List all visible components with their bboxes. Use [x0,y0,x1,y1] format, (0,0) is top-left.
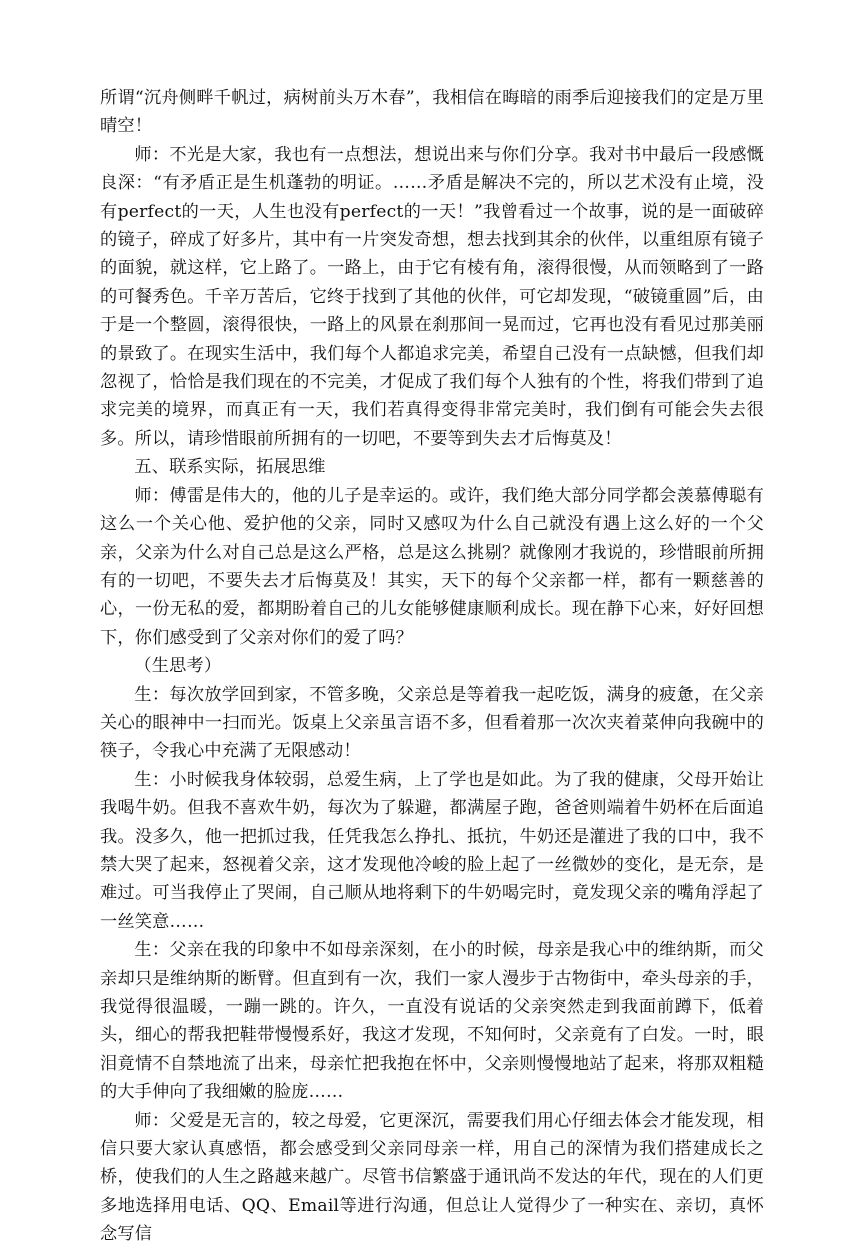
paragraph-7: 生：小时候我身体较弱，总爱生病，上了学也是如此。为了我的健康，父母开始让我喝牛奶。但我不喜欢牛奶，每次为了躲避，都满屋子跑，爸爸则端着牛奶杯在后面追我。没多久，他一把抓过我，任凭我怎么挣扎、抵抗，牛奶还是灌进了我的口中，我不禁大哭了起来，怒视着父亲，这才发现他冷峻的脸上起了一丝微妙的变化，是无奈，是难过。可当我停止了哭闹，自己顺从地将剩下的牛奶喝完时，竟发现父亲的嘴角浮起了一丝笑意…… [100,769,764,932]
paragraph-6: 生：每次放学回到家，不管多晚，父亲总是等着我一起吃饭，满身的疲惫，在父亲关心的眼神中一扫而光。饭桌上父亲虽言语不多，但看着那一次次夹着菜伸向我碗中的筷子，令我心中充满了无限感动！ [100,684,764,762]
section-heading: 五、联系实际，拓展思维 [134,457,326,478]
paragraph-2: 师：不光是大家，我也有一点想法，想说出来与你们分享。我对书中最后一段感慨良深：“有矛盾正是生机蓬勃的明证。……矛盾是解决不完的，所以艺术没有止境，没有perfect的一天，人生也没有perfect的一天！”我曾看过一个故事，说的是一面破碎的镜子，碎成了好多片，其中有一片突发奇想，想去找到其余的伙伴，以重组原有镜子的面貌，就这样，它上路了。一路上，由于它有棱有角，滚得很慢，从而领略到了一路的可餐秀色。千辛万苦后，它终于找到了其他的伙伴，可它却发现，“破镜重圆”后，由于是一个整圆，滚得很快，一路上的风景在刹那间一晃而过，它再也没有看见过那美丽的景致了。在现实生活中，我们每个人都追求完美，希望自己没有一点缺憾，但我们却忽视了，恰恰是我们现在的不完美，才促成了我们每个人独有的个性，将我们带到了追求完美的境界，而真正有一天，我们若真得变得非常完美时，我们倒有可能会失去很多。所以，请珍惜眼前所拥有的一切吧，不要等到失去才后悔莫及！ [100,144,764,449]
paragraph-4: 师：傅雷是伟大的，他的儿子是幸运的。或许，我们绝大部分同学都会羡慕傅聪有这么一个关心他、爱护他的父亲，同时又感叹为什么自己就没有遇上这么好的一个父亲，父亲为什么对自己总是这么严格，总是这么挑剔？就像刚才我说的，珍惜眼前所拥有的一切吧，不要失去才后悔莫及！其实，天下的每个父亲都一样，都有一颗慈善的心，一份无私的爱，都期盼着自己的儿女能够健康顺利成长。现在静下心来，好好回想下，你们感受到了父亲对你们的爱了吗？ [100,485,764,648]
paragraph-9: 师：父爱是无言的，较之母爱，它更深沉，需要我们用心仔细去体会才能发现，相信只要大家认真感悟，都会感受到父亲同母亲一样，用自己的深情为我们搭建成长之桥，使我们的人生之路越来越广。尽管书信繁盛于通讯尚不发达的年代，现在的人们更多地选择用电话、QQ、Email等进行沟通，但总让人觉得少了一种实在、亲切，真怀念写信 [100,1110,764,1245]
paragraph-1: 所谓“沉舟侧畔千帆过，病树前头万木春”，我相信在晦暗的雨季后迎接我们的定是万里晴空！ [100,88,764,137]
paragraph-8: 生：父亲在我的印象中不如母亲深刻，在小的时候，母亲是我心中的维纳斯，而父亲却只是维纳斯的断臂。但直到有一次，我们一家人漫步于古物街中，牵头母亲的手，我觉得很温暖，一蹦一跳的。许久，一直没有说话的父亲突然走到我面前蹲下，低着头，细心的帮我把鞋带慢慢系好，我这才发现，不知何时，父亲竟有了白发。一时，眼泪竟情不自禁地流了出来，母亲忙把我抱在怀中，父亲则慢慢地站了起来，将那双粗糙的大手伸向了我细嫩的脸庞…… [100,940,764,1103]
paragraph-5: （生思考） [134,656,222,677]
